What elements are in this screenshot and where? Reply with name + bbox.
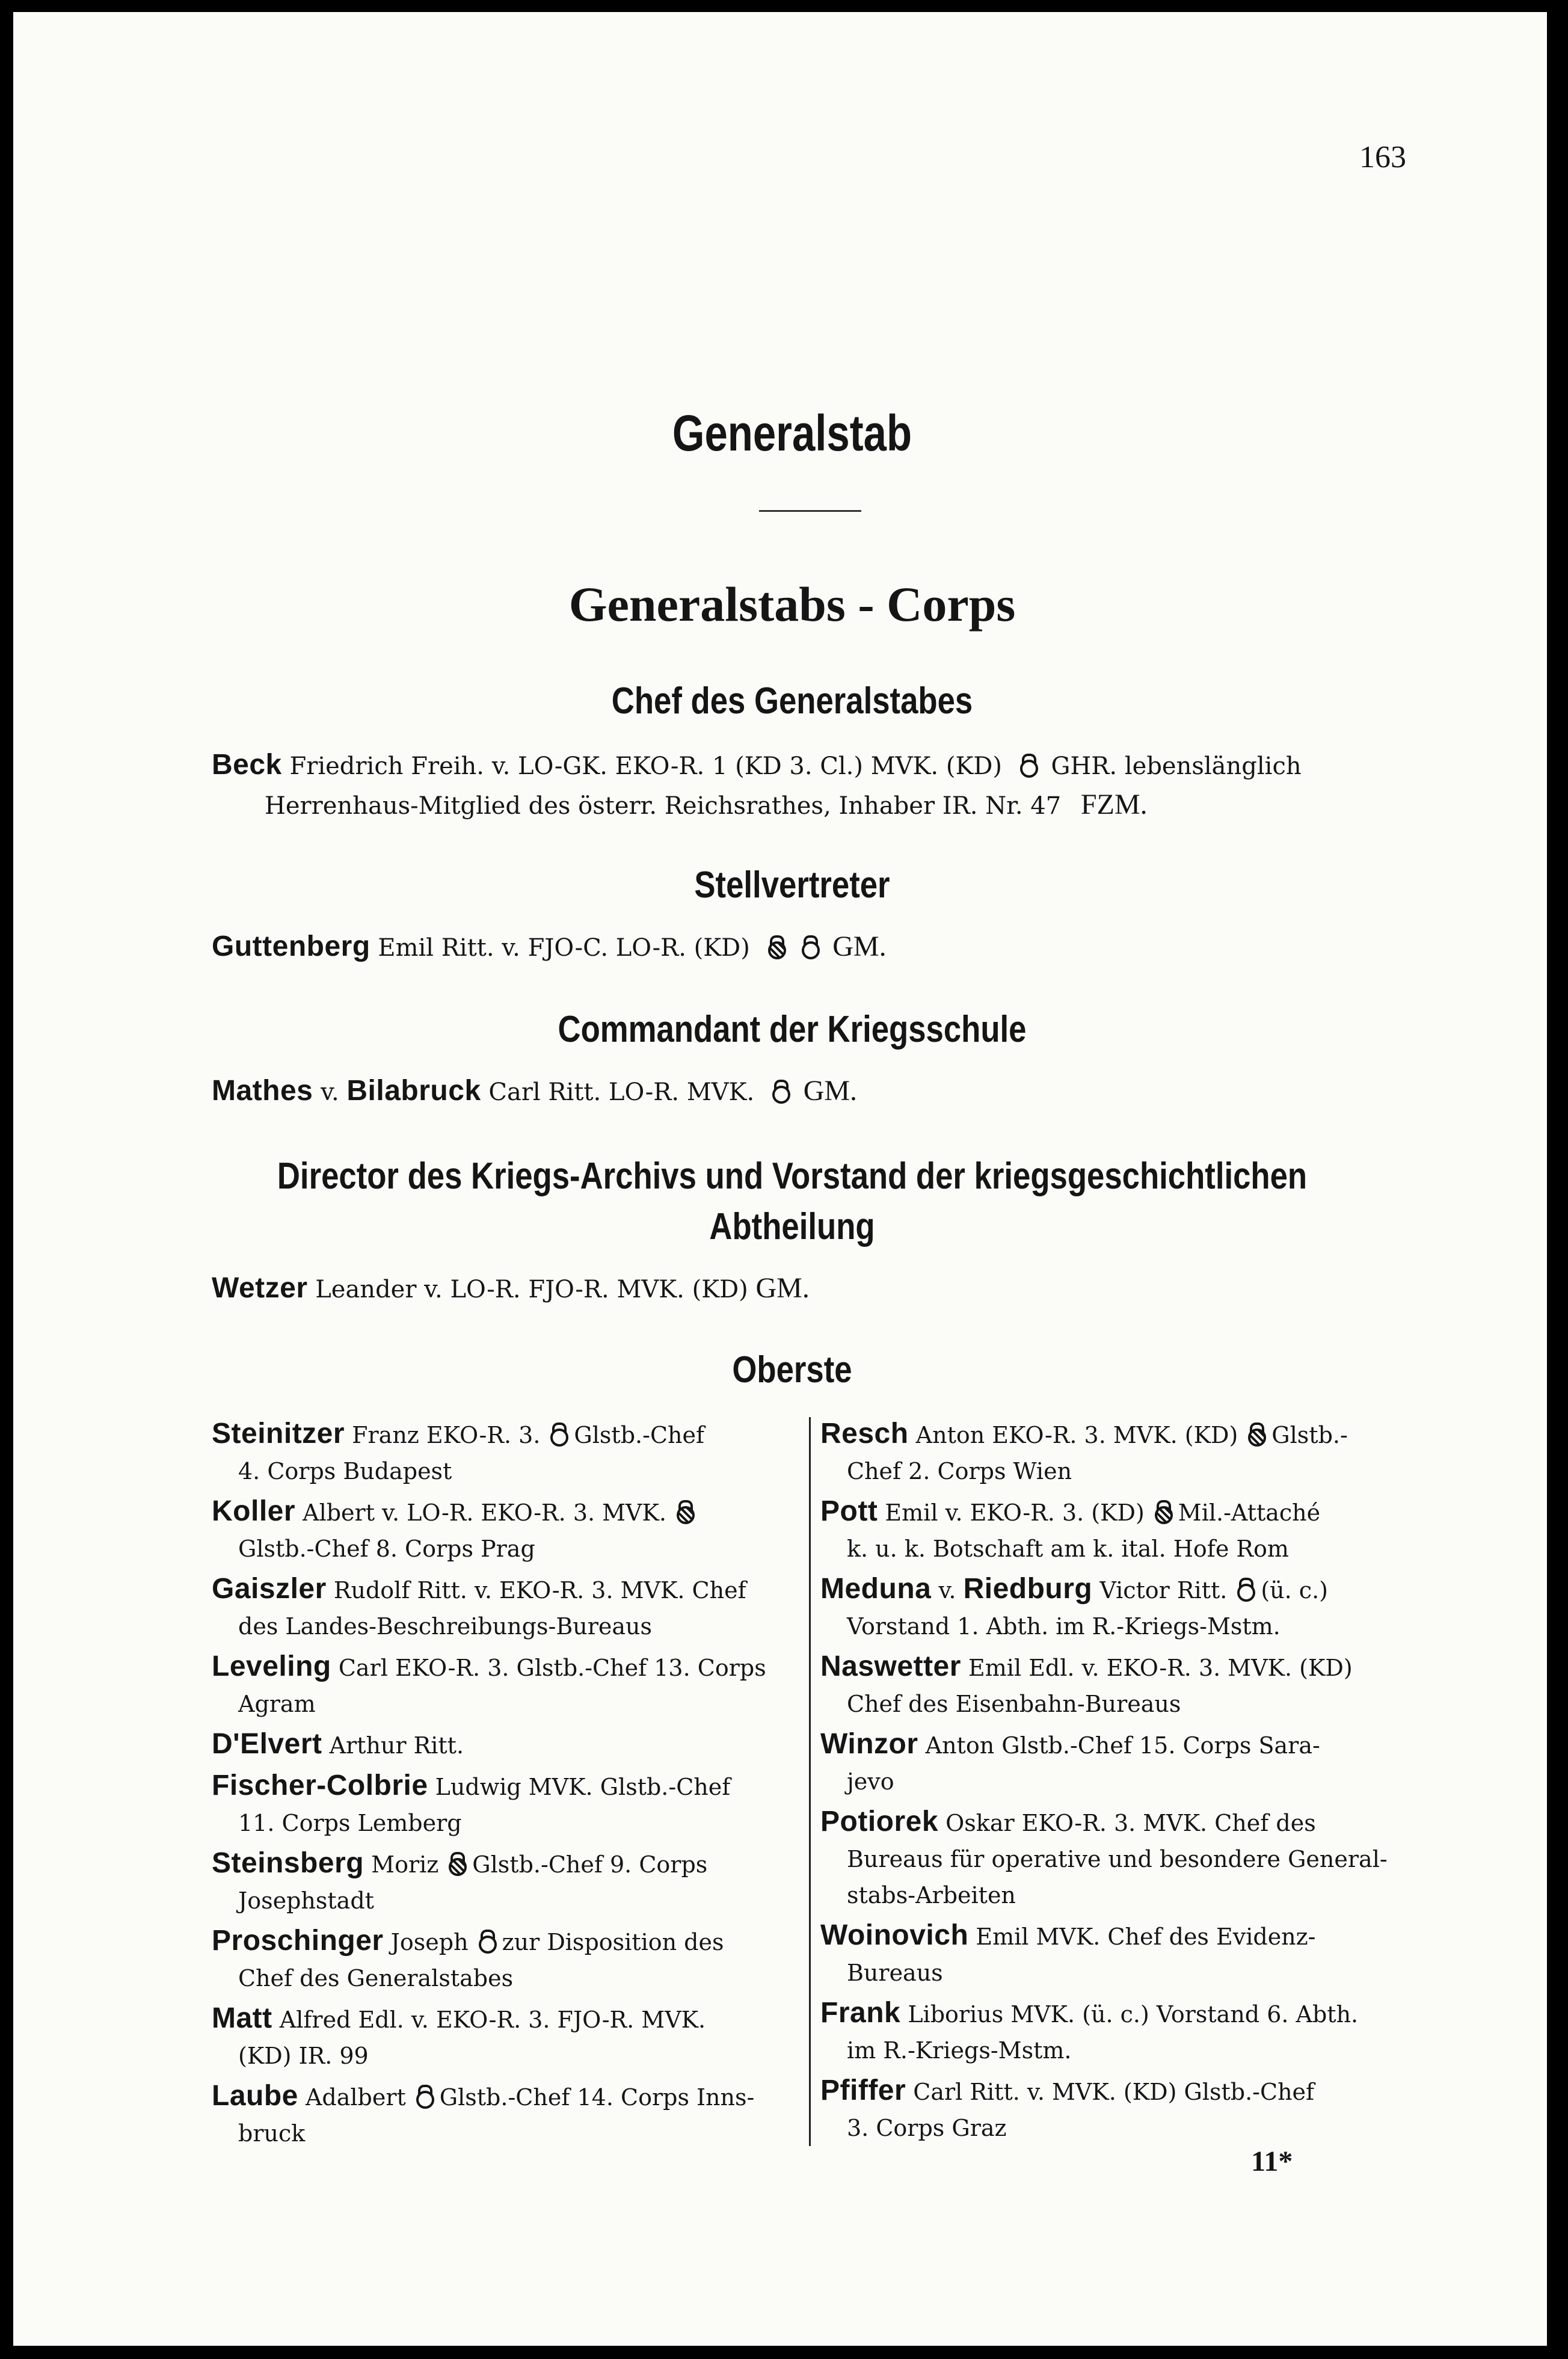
entry-text: Victor Ritt. bbox=[1099, 1577, 1228, 1604]
entry-text: k. u. k. Botschaft am k. ital. Hofe Rom bbox=[847, 1536, 1289, 1562]
order-symbol-icon bbox=[1151, 1499, 1172, 1525]
entry-text: Albert v. LO-R. EKO-R. 3. MVK. bbox=[303, 1499, 666, 1526]
list-item bbox=[212, 2078, 813, 2151]
list-item bbox=[820, 1493, 1416, 1567]
title-rule bbox=[759, 510, 861, 512]
order-symbol-icon bbox=[1233, 1576, 1255, 1603]
entry-text: Alfred Edl. v. EKO-R. 3. FJO-R. MVK. bbox=[279, 2007, 706, 2033]
entry-text: Glstb.-Chef bbox=[574, 1422, 705, 1448]
list-item bbox=[820, 1995, 1416, 2068]
entry-text: Chef 2. Corps Wien bbox=[847, 1458, 1072, 1484]
list-item bbox=[212, 1923, 813, 1996]
entry-text: Ludwig MVK. Glstb.-Chef bbox=[435, 1774, 731, 1800]
entry-name: Steinsberg bbox=[212, 1847, 364, 1879]
list-item bbox=[820, 1918, 1416, 1991]
entry-text: Glstb.-Chef 14. Corps Inns- bbox=[439, 2084, 755, 2111]
entry-name: Proschinger bbox=[212, 1925, 384, 1957]
entry-text: Carl Ritt. LO-R. MVK. bbox=[488, 1078, 755, 1106]
signature-mark: 11* bbox=[1251, 2145, 1293, 2177]
oberste-left-column bbox=[212, 1416, 813, 2156]
order-symbol-icon bbox=[412, 2084, 434, 2110]
oberste-right-column bbox=[820, 1416, 1416, 2150]
entry-text: Glstb.-Chef 9. Corps bbox=[472, 1851, 708, 1878]
entry-text: Glstb.-Chef 8. Corps Prag bbox=[238, 1536, 535, 1562]
entry-text: Agram bbox=[238, 1691, 316, 1717]
entry-name: Meduna bbox=[820, 1573, 932, 1605]
entry-name: Winzor bbox=[820, 1728, 918, 1760]
entry-text: Joseph bbox=[390, 1929, 469, 1955]
entry-text: Glstb.- bbox=[1271, 1422, 1348, 1448]
entry-name: Frank bbox=[820, 1997, 901, 2029]
list-item bbox=[820, 2073, 1416, 2146]
order-symbol-icon bbox=[764, 934, 786, 961]
entry-rank: GM. bbox=[755, 1272, 810, 1304]
entry-text: Carl Ritt. v. MVK. (KD) Glstb.-Chef bbox=[913, 2079, 1315, 2105]
entry-text: v. bbox=[321, 1078, 339, 1106]
entry-text: Rudolf Ritt. v. EKO-R. 3. MVK. Chef bbox=[333, 1577, 746, 1604]
entry-text: zur Disposition des bbox=[502, 1929, 724, 1955]
entry-text: Vorstand 1. Abth. im R.-Kriegs-Mstm. bbox=[847, 1613, 1281, 1640]
entry-name: Naswetter bbox=[820, 1650, 961, 1682]
entry-name: D'Elvert bbox=[212, 1728, 322, 1760]
entry-name: Wetzer bbox=[212, 1272, 308, 1304]
entry-text: des Landes-Beschreibungs-Bureaus bbox=[238, 1613, 653, 1640]
entry-name: Gaiszler bbox=[212, 1573, 327, 1605]
list-item bbox=[212, 1416, 813, 1489]
stellvertreter-entry bbox=[212, 927, 887, 967]
entry-text: bruck bbox=[238, 2120, 306, 2147]
entry-text: Emil Ritt. v. FJO-C. LO-R. (KD) bbox=[378, 934, 750, 962]
list-item bbox=[212, 1768, 813, 1841]
entry-text: Franz EKO-R. 3. bbox=[352, 1422, 541, 1448]
entry-text: im R.-Kriegs-Mstm. bbox=[847, 2037, 1072, 2064]
director-heading: Director des Kriegs-Archivs und Vorstand der kriegsgeschichtlichen bbox=[277, 1155, 1308, 1197]
entry-text: Liborius MVK. (ü. c.) Vorstand 6. Abth. bbox=[908, 2001, 1359, 2028]
entry-name: Beck bbox=[212, 749, 282, 781]
document-page bbox=[13, 12, 1547, 2346]
entry-name: Guttenberg bbox=[212, 930, 370, 962]
entry-name: Matt bbox=[212, 2002, 272, 2034]
entry-rank: FZM. bbox=[1080, 789, 1148, 820]
entry-text: Carl EKO-R. 3. Glstb.-Chef 13. Corps bbox=[338, 1655, 766, 1681]
entry-text: Arthur Ritt. bbox=[329, 1732, 464, 1759]
page-number: 163 bbox=[1359, 140, 1406, 174]
entry-text: Anton Glstb.-Chef 15. Corps Sara- bbox=[925, 1732, 1320, 1759]
entry-text: 11. Corps Lemberg bbox=[238, 1810, 462, 1836]
entry-text: Emil Edl. v. EKO-R. 3. MVK. (KD) bbox=[968, 1655, 1353, 1681]
order-symbol-icon bbox=[798, 934, 819, 961]
oberste-heading: Oberste bbox=[732, 1349, 852, 1391]
entry-name: Bilabruck bbox=[346, 1075, 481, 1107]
entry-name: Woinovich bbox=[820, 1919, 969, 1951]
entry-name: Pfiffer bbox=[820, 2075, 906, 2106]
commandant-entry bbox=[212, 1072, 857, 1112]
entry-rank: GM. bbox=[832, 930, 887, 962]
entry-text: GHR. lebenslänglich bbox=[1051, 752, 1302, 780]
entry-text: (ü. c.) bbox=[1261, 1577, 1328, 1604]
list-item bbox=[212, 1845, 813, 1919]
entry-text: stabs-Arbeiten bbox=[847, 1882, 1016, 1908]
director-heading-cont: Abtheilung bbox=[709, 1206, 875, 1247]
entry-text: Emil MVK. Chef des Evidenz- bbox=[976, 1924, 1316, 1950]
entry-text: (KD) IR. 99 bbox=[238, 2043, 369, 2069]
chef-heading: Chef des Generalstabes bbox=[611, 680, 973, 722]
list-item bbox=[820, 1571, 1416, 1644]
order-symbol-icon bbox=[444, 1851, 466, 1877]
entry-name: Koller bbox=[212, 1495, 296, 1527]
entry-text: Emil v. EKO-R. 3. (KD) bbox=[885, 1499, 1145, 1526]
entry-text: Anton EKO-R. 3. MVK. (KD) bbox=[915, 1422, 1238, 1448]
list-item bbox=[212, 1649, 813, 1722]
entry-text: Friedrich Freih. v. LO-GK. EKO-R. 1 (KD 3. Cl.) MVK. (KD) bbox=[289, 752, 1003, 780]
entry-text: Josephstadt bbox=[238, 1887, 374, 1914]
order-symbol-icon bbox=[475, 1928, 496, 1955]
stellvertreter-heading: Stellvertreter bbox=[694, 864, 890, 906]
list-item bbox=[212, 1571, 813, 1644]
entry-text: Adalbert bbox=[305, 2084, 406, 2111]
entry-text: 4. Corps Budapest bbox=[238, 1458, 452, 1484]
entry-text: Mil.-Attaché bbox=[1178, 1499, 1321, 1526]
entry-name: Fischer-Colbrie bbox=[212, 1770, 428, 1801]
entry-text: Moriz bbox=[371, 1851, 439, 1878]
list-item bbox=[212, 2001, 813, 2074]
entry-name: Riedburg bbox=[963, 1573, 1093, 1605]
list-item bbox=[820, 1416, 1416, 1489]
chef-entry bbox=[212, 746, 1302, 825]
order-symbol-icon bbox=[672, 1499, 694, 1525]
entry-text: 3. Corps Graz bbox=[847, 2115, 1007, 2141]
entry-name: Laube bbox=[212, 2080, 298, 2112]
list-item bbox=[212, 1726, 813, 1764]
director-entry bbox=[212, 1269, 810, 1309]
order-symbol-icon bbox=[546, 1421, 568, 1448]
entry-name: Pott bbox=[820, 1495, 878, 1527]
entry-name: Mathes bbox=[212, 1075, 313, 1107]
entry-name: Leveling bbox=[212, 1650, 331, 1682]
entry-text: jevo bbox=[847, 1768, 894, 1795]
entry-text: Chef des Eisenbahn-Bureaus bbox=[847, 1691, 1181, 1717]
list-item bbox=[820, 1726, 1416, 1800]
entry-name: Steinitzer bbox=[212, 1418, 345, 1450]
entry-text: Oskar EKO-R. 3. MVK. Chef des bbox=[945, 1810, 1316, 1836]
entry-text: Bureaus bbox=[847, 1960, 943, 1986]
list-item bbox=[820, 1649, 1416, 1722]
order-symbol-icon bbox=[768, 1078, 790, 1105]
order-symbol-icon bbox=[1244, 1421, 1265, 1448]
entry-text: Herrenhaus-Mitglied des österr. Reichsrathes, Inhaber IR. Nr. 47 bbox=[265, 792, 1062, 820]
entry-text: Chef des Generalstabes bbox=[238, 1965, 514, 1991]
commandant-heading: Commandant der Kriegsschule bbox=[558, 1009, 1027, 1050]
entry-rank: GM. bbox=[803, 1075, 858, 1107]
entry-text: v. bbox=[938, 1577, 956, 1604]
entry-name: Potiorek bbox=[820, 1806, 939, 1838]
entry-name: Resch bbox=[820, 1418, 909, 1450]
entry-text: Bureaus für operative und besondere General- bbox=[847, 1846, 1388, 1872]
order-symbol-icon bbox=[1016, 752, 1038, 779]
list-item bbox=[820, 1804, 1416, 1913]
list-item bbox=[212, 1493, 813, 1567]
page-title: Generalstab bbox=[672, 405, 912, 461]
section-title: Generalstabs - Corps bbox=[568, 577, 1016, 632]
entry-text: Leander v. LO-R. FJO-R. MVK. (KD) bbox=[315, 1276, 748, 1303]
